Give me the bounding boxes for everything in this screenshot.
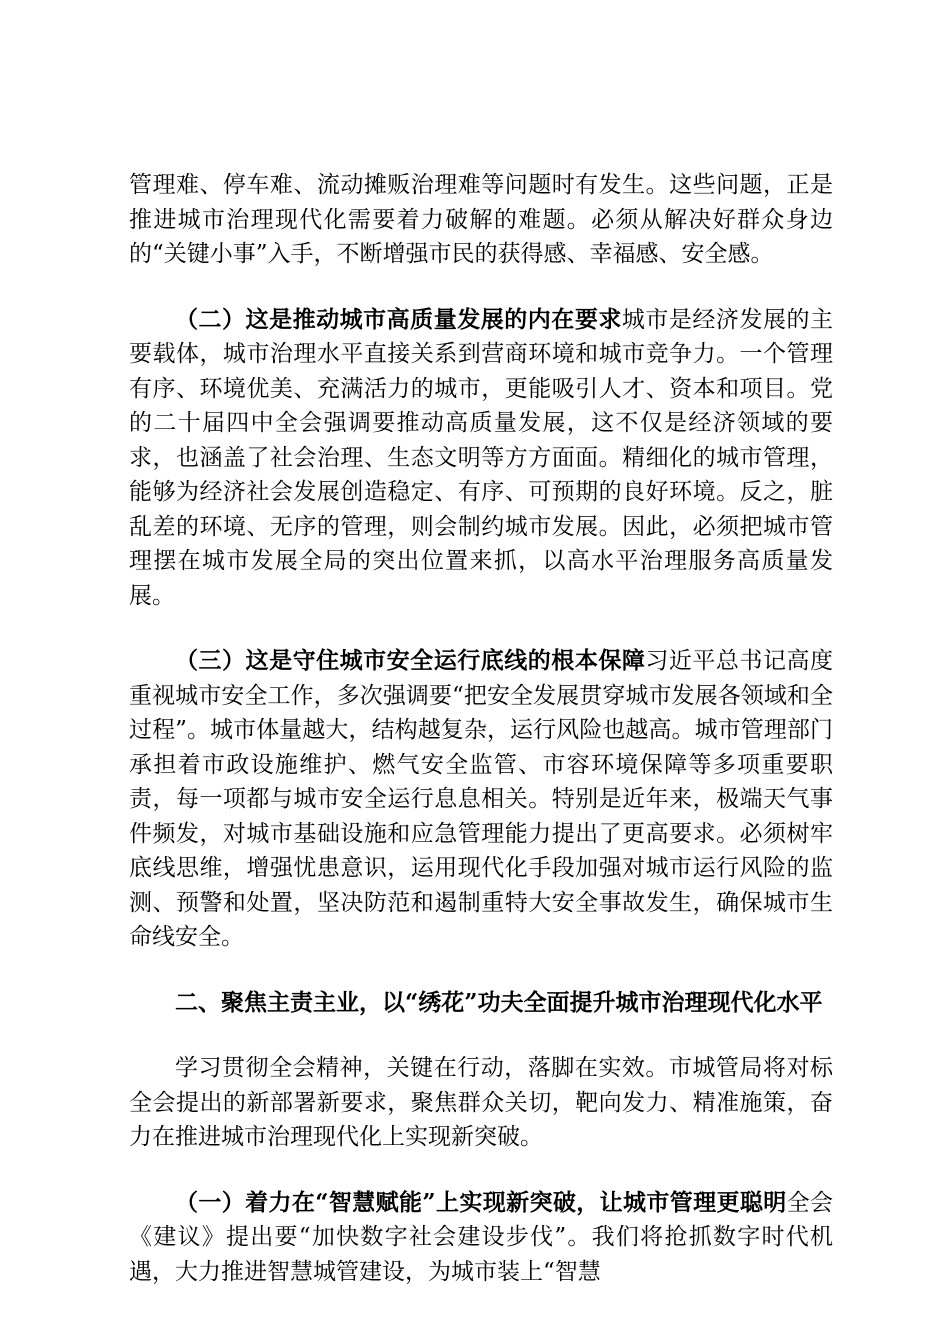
section-heading-3: （三）这是守住城市安全运行底线的根本保障 <box>175 647 646 674</box>
paragraph-2 <box>129 303 833 614</box>
paragraph-1-text: 管理难、停车难、流动摊贩治理难等问题时有发生。这些问题，正是推进城市治理现代化需要着力破解的难题。必须从解决好群众身边的“关键小事”入手，不断增强市民的获得感、幸福感、安全感。 <box>129 172 833 267</box>
paragraph-2-text: 城市是经济发展的主要载体，城市治理水平直接关系到营商环境和城市竞争力。一个管理有序、环境优美、充满活力的城市，更能吸引人才、资本和项目。党的二十届四中全会强调要推动高质量发展，这不仅是经济领域的要求，也涵盖了社会治理、生态文明等方方面面。精细化的城市管理，能够为经济社会发展创造稳定、有序、可预期的良好环境。反之，脏乱差的环境、无序的管理，则会制约城市发展。因此，必须把城市管理摆在城市发展全局的突出位置来抓，以高水平治理服务高质量发展。 <box>129 306 834 609</box>
subsection-heading-1: （一）着力在“智慧赋能”上实现新突破，让城市管理更聪明 <box>175 1188 787 1216</box>
paragraph-6-text: 全会《建议》提出要“加快数字社会建设步伐”。我们将抢抓数字时代机遇，大力推进智慧城管建设，为城市装上“智慧 <box>129 1189 834 1285</box>
paragraph-3 <box>129 644 833 955</box>
paragraph-3-text: 习近平总书记高度重视城市安全工作，多次强调要“把安全发展贯穿城市发展各领域和全过程”。城市体量越大，结构越复杂，运行风险也越高。城市管理部门承担着市政设施维护、燃气安全监管、市容环境保障等多项重要职责，每一项都与城市安全运行息息相关。特别是近年来，极端天气事件频发，对城市基础设施和应急管理能力提出了更高要求。必须树牢底线思维，增强忧患意识，运用现代化手段加强对城市运行风险的监测、预警和处置，坚决防范和遏制重特大安全事故发生，确保城市生命线安全。 <box>129 648 834 950</box>
chapter-heading-2-text: 二、聚焦主责主业，以“绣花”功夫全面提升城市治理现代化水平 <box>175 988 823 1016</box>
paragraph-5-text: 学习贯彻全会精神，关键在行动，落脚在实效。市城管局将对标全会提出的新部署新要求，聚焦群众关切，靶向发力、精准施策，奋力在推进城市治理现代化上实现新突破。 <box>129 1055 833 1150</box>
chapter-heading-2 <box>129 986 833 1021</box>
document-body <box>129 168 833 1289</box>
paragraph-6 <box>129 1186 833 1290</box>
section-heading-2: （二）这是推动城市高质量发展的内在要求 <box>175 305 622 333</box>
paragraph-1 <box>129 168 833 272</box>
paragraph-5 <box>129 1051 833 1155</box>
